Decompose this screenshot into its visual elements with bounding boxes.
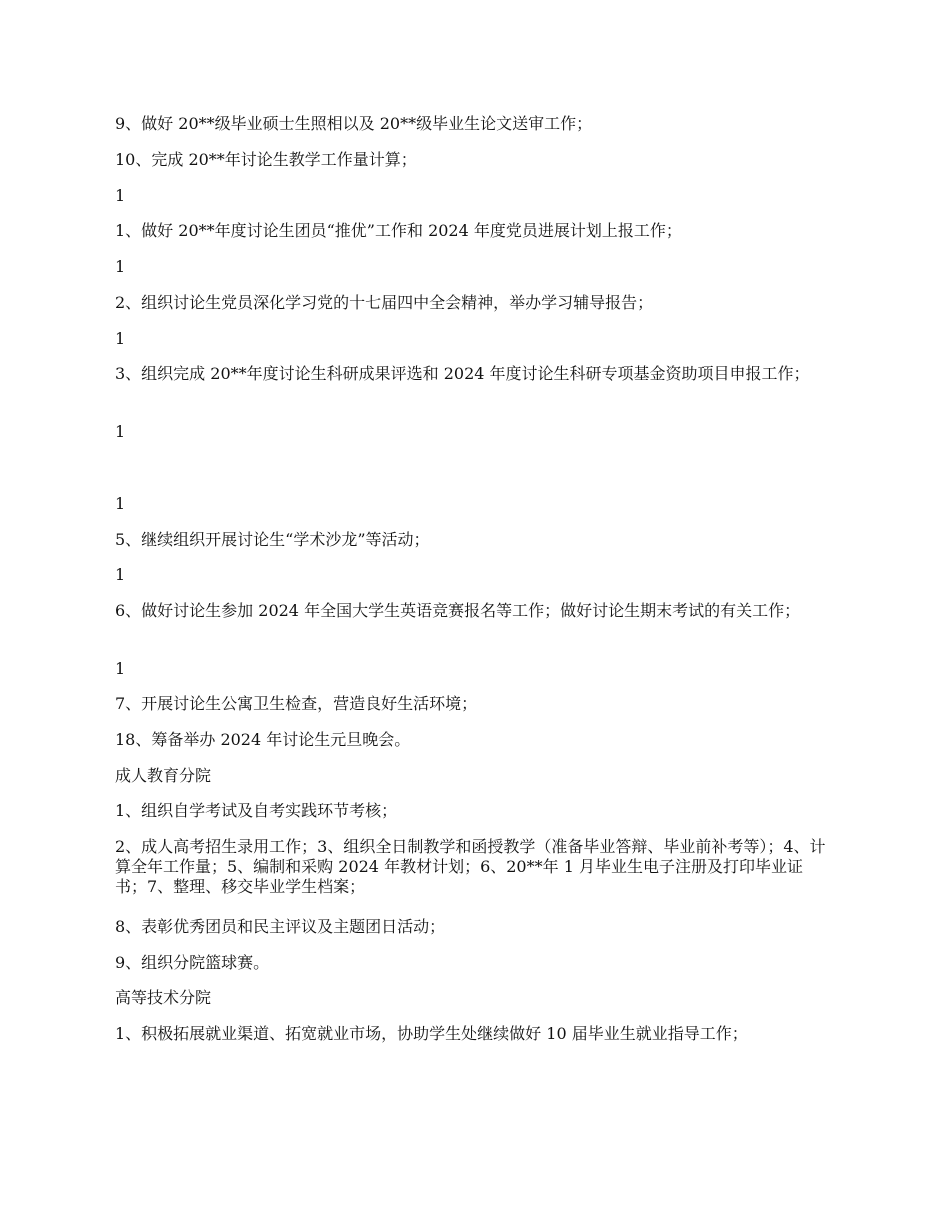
paragraph: 6、做好讨论生参加 2024 年全国大学生英语竞赛报名等工作；做好讨论生期末考试的有关工作； bbox=[115, 601, 801, 620]
paragraph: 1 bbox=[115, 329, 126, 348]
paragraph: 9、做好 20**级毕业硕士生照相以及 20**级毕业生论文送审工作； bbox=[115, 114, 593, 133]
paragraph: 3、组织完成 20**年度讨论生科研成果评选和 2024 年度讨论生科研专项基金资助项目申报工作； bbox=[115, 364, 810, 383]
paragraph: 1、做好 20**年度讨论生团员“推优”工作和 2024 年度党员进展计划上报工作； bbox=[115, 221, 682, 240]
paragraph: 9、组织分院篮球赛。 bbox=[115, 953, 270, 972]
paragraph: 1 bbox=[115, 186, 126, 205]
paragraph: 10、完成 20**年讨论生教学工作量计算； bbox=[115, 150, 417, 169]
paragraph: 1 bbox=[115, 565, 126, 584]
paragraph: 5、继续组织开展讨论生“学术沙龙”等活动； bbox=[115, 530, 430, 549]
paragraph: 8、表彰优秀团员和民主评议及主题团日活动； bbox=[115, 917, 446, 936]
paragraph: 1、积极拓展就业渠道、拓宽就业市场，协助学生处继续做好 10 届毕业生就业指导工作； bbox=[115, 1024, 748, 1043]
section-heading: 成人教育分院 bbox=[115, 766, 212, 785]
paragraph: 18、筹备举办 2024 年讨论生元旦晚会。 bbox=[115, 730, 411, 749]
paragraph: 2、组织讨论生党员深化学习党的十七届四中全会精神，举办学习辅导报告； bbox=[115, 293, 654, 312]
paragraph: 1 bbox=[115, 257, 126, 276]
paragraph: 1 bbox=[115, 659, 126, 678]
paragraph: 1 bbox=[115, 422, 126, 441]
paragraph: 1、组织自学考试及自考实践环节考核； bbox=[115, 801, 398, 820]
paragraph: 2、成人高考招生录用工作；3、组织全日制教学和函授教学（准备毕业答辩、毕业前补考等）；4、计算全年工作量；5、编制和采购 2024 年教材计划；6、20**年 1 月毕业生电子注册及打印毕业证书；7、整理、移交毕业学生档案； bbox=[115, 837, 826, 896]
section-heading: 高等技术分院 bbox=[115, 988, 212, 1007]
paragraph: 7、开展讨论生公寓卫生检查，营造良好生活环境； bbox=[115, 694, 478, 713]
paragraph: 1 bbox=[115, 494, 126, 513]
